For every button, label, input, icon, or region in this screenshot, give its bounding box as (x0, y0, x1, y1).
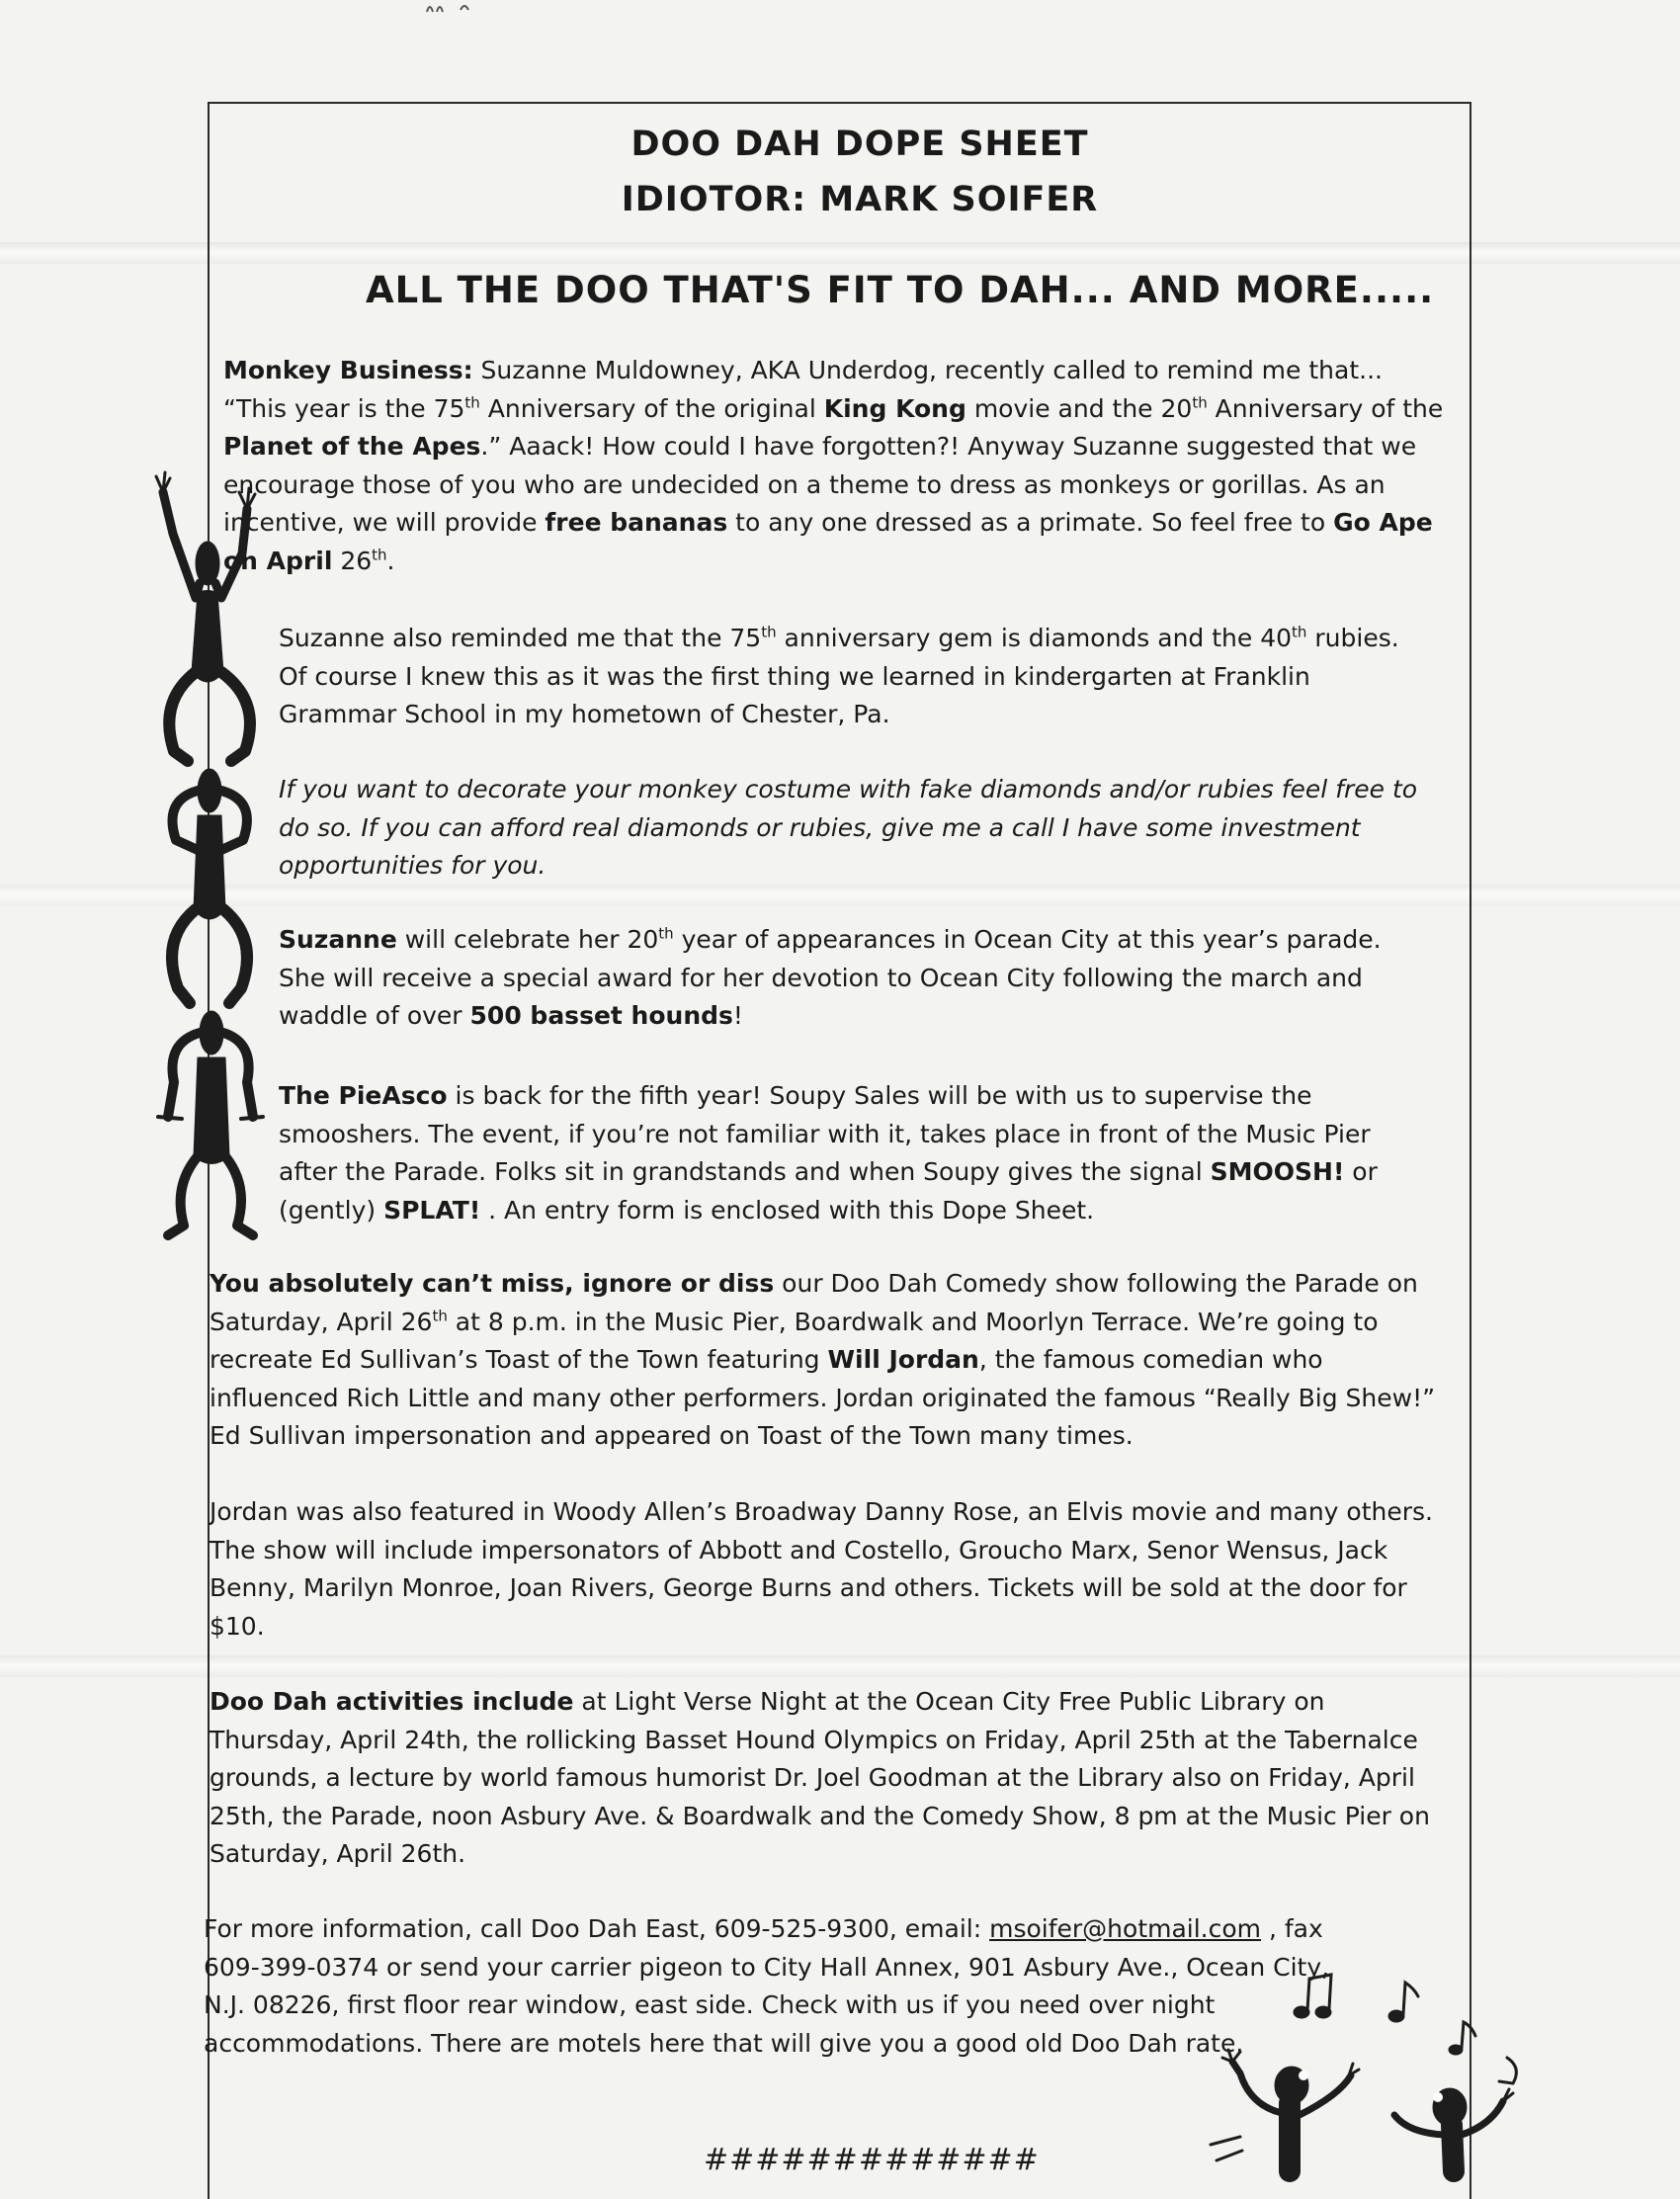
activities-lead: Doo Dah activities include (210, 1687, 574, 1716)
gems-paragraph: Suzanne also reminded me that the 75th anniversary gem is diamonds and the 40th rubies. Of course I knew this as it was the first thing we learned in kindergarten at Franklin Grammar School in my hometown of Chester, Pa. (279, 623, 1399, 728)
end-marker: ############# (704, 2143, 1040, 2177)
king-kong: King Kong (823, 393, 966, 423)
splat: SPLAT! (383, 1195, 481, 1225)
go-ape: Go Ape on April (223, 508, 1433, 575)
pen-mark (425, 0, 484, 14)
smoosh: SMOOSH! (1210, 1157, 1345, 1186)
newsletter-title: DOO DAH DOPE SHEET (630, 125, 1089, 164)
will-jordan: Will Jordan (827, 1345, 979, 1374)
music-note-icon (1388, 1983, 1418, 2022)
music-note-icon (1449, 2022, 1475, 2055)
pieasco-name: The PieAsco (279, 1081, 448, 1110)
editor-line: IDIOTOR: MARK SOIFER (621, 180, 1099, 219)
monkey-business-paragraph: Monkey Business: Suzanne Muldowney, AKA Underdog, recently called to remind me that... “This year is the 75th Anniversary of the original King Kong movie and the 20th Anniversary of the Planet of the Apes.” Aaack! How could I have forgotten?! Anyway Suzanne suggested that we encourage those of you who are undecided on a theme to dress as monkeys or gorillas. As an incentive, we will provide free bananas to any one dressed as a primate. So feel free to Go Ape on April 26th. (223, 356, 1444, 575)
email-link[interactable]: msoifer@hotmail.com (989, 1914, 1262, 1943)
dancing-figures-illustration (1191, 1967, 1547, 2171)
comedy-paragraph: You absolutely can’t miss, ignore or diss our Doo Dah Comedy show following the Parade on Saturday, April 26th at 8 p.m. in the Music Pier, Boardwalk and Moorlyn Terrace. We’re going to recreate Ed Sullivan’s Toast of the Town featuring Will Jordan, the famous comedian who influenced Rich Little and many other performers. Jordan originated the famous “Really Big Shew!” Ed Sullivan impersonation and appeared on Toast of the Town many times. (210, 1269, 1436, 1450)
free-bananas: free bananas (545, 508, 728, 537)
pieasco-paragraph: The PieAsco is back for the fifth year! Soupy Sales will be with us to supervise the smooshers. The event, if you’re not familiar with it, takes place in front of the Music Pier after the Parade. Folks sit in grandstands and when Soupy gives the signal SMOOSH! or (gently) SPLAT! . An entry form is enclosed with this Dope Sheet. (279, 1081, 1378, 1225)
music-note-icon (1294, 1975, 1331, 2018)
activities-paragraph: Doo Dah activities include at Light Verse Night at the Ocean City Free Public Library on Thursday, April 24th, the rollicking Basset Hound Olympics on Friday, April 25th at the Tabernalce grounds, a lecture by world famous humorist Dr. Joel Goodman at the Library also on Friday, April 25th, the Parade, noon Asbury Ave. & Boardwalk and the Comedy Show, 8 pm at the Music Pier on Saturday, April 26th. (210, 1687, 1430, 1868)
contact-paragraph: For more information, call Doo Dah East, 609-525-9300, email: msoifer@hotmail.com , fax 609-399-0374 or send your carrier pigeon to City Hall Annex, 901 Asbury Ave., Ocean City, N.J. 08226, first floor rear window, east side. Check with us if you need over night accommodations. There are motels here that will give you a good old Doo Dah rate. (204, 1914, 1330, 2058)
planet-of-the-apes: Planet of the Apes (223, 432, 481, 461)
costume-paragraph: If you want to decorate your monkey costume with fake diamonds and/or rubies feel free to do so. If you can afford real diamonds or rubies, give me a call I have some investment opportunities for you. (279, 775, 1418, 880)
music-note-icon (1499, 2058, 1516, 2083)
tagline: ALL THE DOO THAT'S FIT TO DAH... AND MORE..... (366, 269, 1435, 311)
stacked-monkeys-illustration (138, 465, 277, 1245)
comedy-lead: You absolutely can’t miss, ignore or diss (210, 1269, 775, 1298)
monkey-business-label: Monkey Business: (223, 356, 473, 384)
jordan-paragraph: Jordan was also featured in Woody Allen’s Broadway Danny Rose, an Elvis movie and many others. The show will include impersonators of Abbott and Costello, Groucho Marx, Senor Wensus, Jack Benny, Marilyn Monroe, Joan Rivers, George Burns and others. Tickets will be sold at the door for $10. (210, 1497, 1433, 1641)
basset-hounds: 500 basset hounds (469, 1001, 733, 1030)
suzanne-name: Suzanne (279, 925, 397, 954)
suzanne-paragraph: Suzanne will celebrate her 20th year of appearances in Ocean City at this year’s parade. She will receive a special award for her devotion to Ocean City following the march and waddle of over 500 basset hounds! (279, 924, 1382, 1030)
